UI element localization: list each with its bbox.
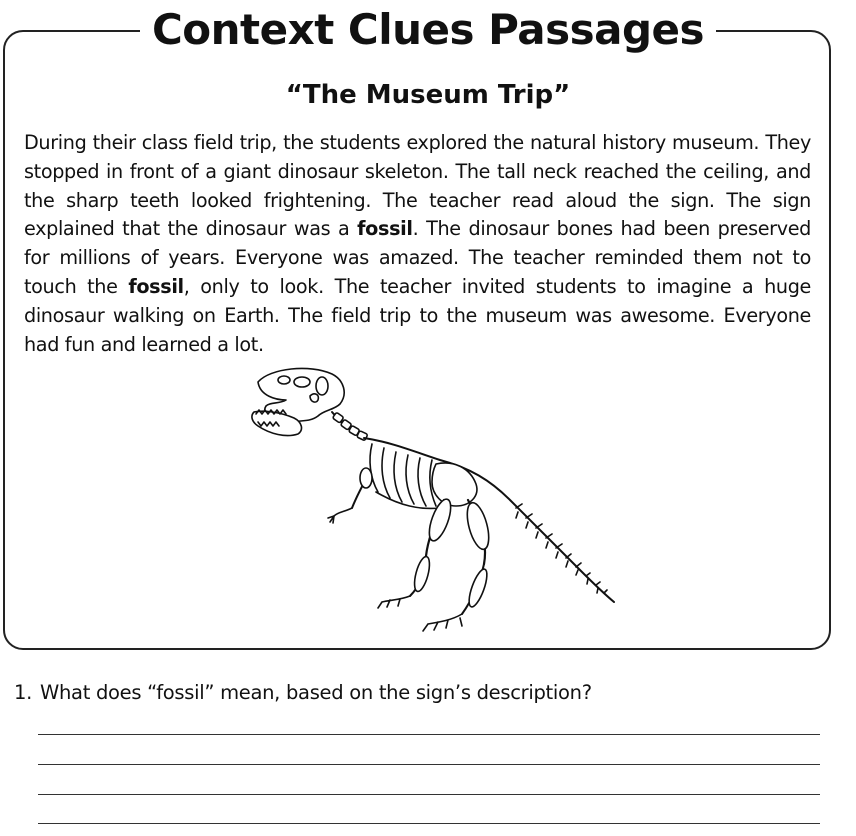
passage-text <box>24 129 811 359</box>
title-wrap <box>0 2 856 58</box>
answer-line[interactable] <box>38 823 820 824</box>
keyword-fossil-2: fossil <box>128 274 184 298</box>
passage-part-3: , only to look. The teacher invited students to imagine a huge dinosaur walking on Earth. The field trip to the museum was awesome. Everyone had fun and learned a lot. <box>24 274 811 356</box>
page-title: Context Clues Passages <box>140 2 716 58</box>
passage-part-2: . The dinosaur bones had been preserved for millions of years. Everyone was amazed. The teacher reminded them not to touch the <box>24 217 811 298</box>
answer-line[interactable] <box>38 764 820 765</box>
question-text: What does “fossil” mean, based on the sign’s description? <box>40 681 592 704</box>
passage-part-1: During their class field trip, the students explored the natural history museum. They stopped in front of a giant dinosaur skeleton. The tall neck reached the ceiling, and the sharp teeth looked frightening. The teacher read aloud the sign. The sign explained that the dinosaur was a <box>24 131 811 241</box>
question-1 <box>14 680 592 706</box>
answer-line[interactable] <box>38 794 820 795</box>
keyword-fossil-1: fossil <box>357 217 413 241</box>
passage-subtitle: “The Museum Trip” <box>285 80 571 110</box>
question-number: 1. <box>14 681 33 704</box>
answer-line[interactable] <box>38 734 820 735</box>
dinosaur-skeleton-icon <box>240 360 630 645</box>
